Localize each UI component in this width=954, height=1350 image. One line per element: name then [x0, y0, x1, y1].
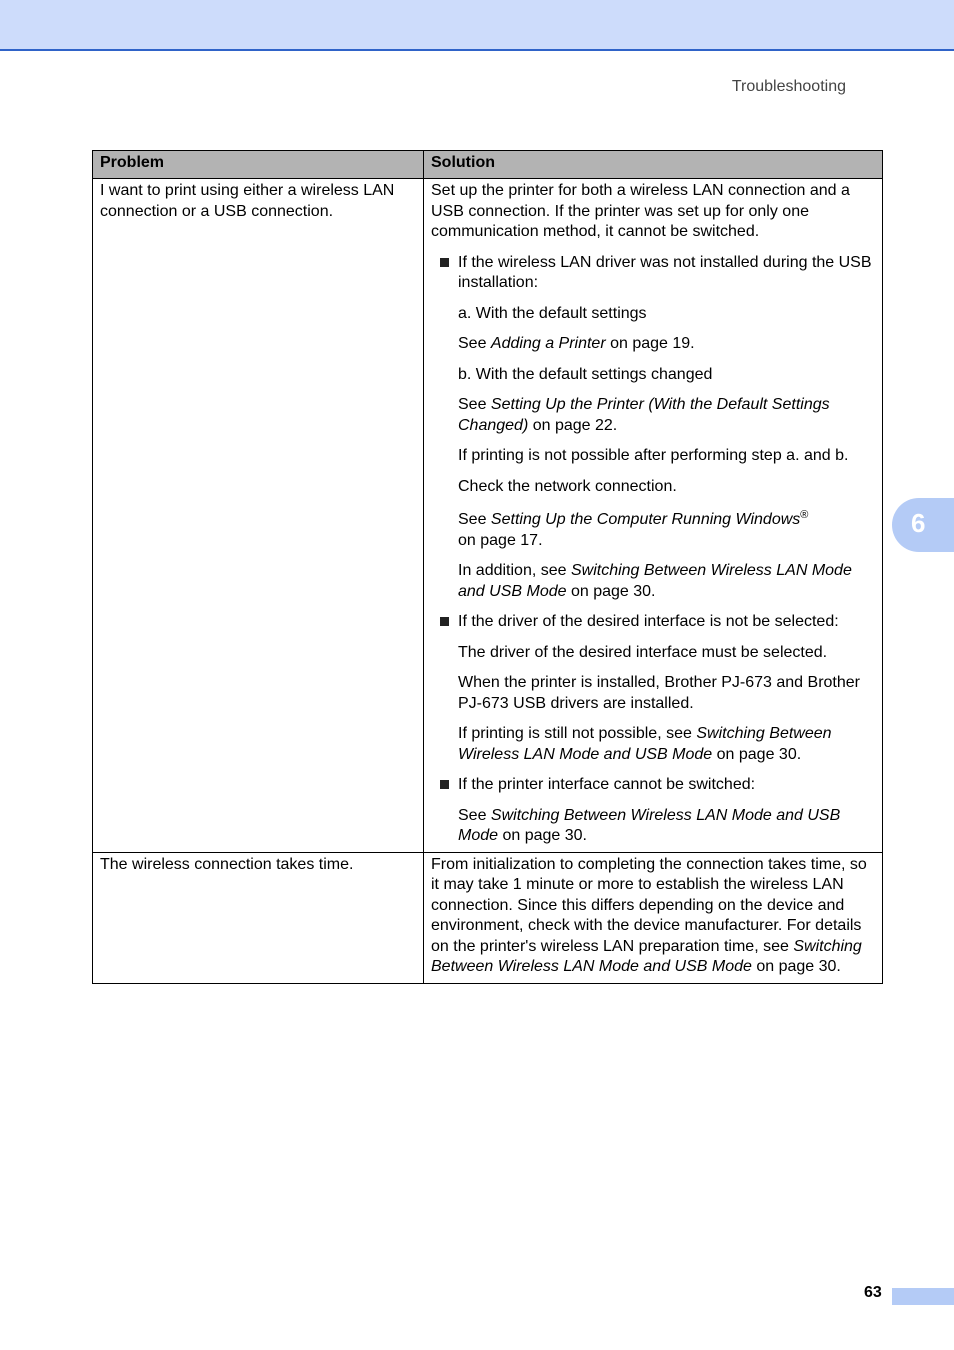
addition-line	[431, 561, 875, 602]
page-ref: on page 22.	[528, 416, 618, 434]
square-bullet-icon	[440, 780, 449, 789]
see-prefix: See	[458, 511, 491, 528]
cross-reference-link[interactable]: Setting Up the Printer (With the Default Settings Changed)	[458, 396, 830, 434]
page-ref: on page 30.	[498, 827, 587, 844]
step-b: b. With the default settings changed	[458, 365, 713, 383]
header-solution: Solution	[424, 151, 883, 179]
square-bullet-icon	[440, 617, 449, 626]
solution-cell	[424, 179, 883, 853]
problem-cell	[93, 852, 424, 983]
solution-cell	[424, 852, 883, 983]
cross-reference-link[interactable]: Switching Between Wireless LAN Mode and USB Mode	[431, 937, 862, 975]
see-line	[431, 510, 875, 551]
still-not-possible-line	[431, 724, 875, 765]
not-possible-text: If printing is not possible after performing step a. and b.	[458, 447, 849, 464]
cross-reference-link[interactable]: Switching Between Wireless LAN Mode and USB Mode	[458, 562, 852, 600]
square-bullet-icon	[440, 258, 449, 267]
bullet-text: If the driver of the desired interface is not be selected:	[458, 613, 839, 630]
bullet-item	[431, 253, 875, 294]
solution-intro: Set up the printer for both a wireless LAN connection and a USB connection. If the printer was set up for only one communication method, it cannot be switched.	[431, 182, 850, 240]
page-ref: on page 30.	[751, 958, 841, 975]
see-prefix: In addition, see	[458, 562, 571, 579]
running-head: Troubleshooting	[731, 78, 846, 95]
page-number: 63	[864, 1284, 882, 1301]
page-ref: on page 19.	[605, 335, 695, 352]
chapter-tab[interactable]	[892, 498, 954, 552]
page-ref: on page 30.	[566, 582, 656, 600]
table-row	[93, 179, 883, 853]
cross-reference-link[interactable]: Adding a Printer	[490, 335, 606, 352]
bullet-item	[431, 612, 875, 633]
driver-select-text: The driver of the desired interface must be selected.	[458, 643, 828, 661]
chapter-number: 6	[911, 508, 926, 538]
cross-reference-link[interactable]: Setting Up the Computer Running Windows	[490, 511, 801, 528]
table-header-row	[93, 151, 883, 179]
page-ref: on page 17.	[458, 531, 543, 549]
check-network-text: Check the network connection.	[458, 477, 677, 495]
see-line	[431, 806, 875, 847]
page-ref: on page 30.	[712, 745, 802, 763]
header-problem: Problem	[93, 151, 424, 179]
see-prefix: See	[458, 806, 491, 824]
see-prefix: See	[458, 396, 491, 413]
problem-text: The wireless connection takes time.	[100, 855, 354, 873]
header-band	[0, 0, 954, 51]
bullet-text: If the wireless LAN driver was not installed during the USB installation:	[458, 253, 872, 291]
problem-text: I want to print using either a wireless LAN connection or a USB connection.	[100, 182, 395, 220]
troubleshooting-table	[92, 150, 883, 984]
see-prefix: See	[458, 335, 491, 352]
cross-reference-link[interactable]: Switching Between Wireless LAN Mode and USB Mode	[458, 806, 841, 844]
table-row	[93, 852, 883, 983]
see-prefix: If printing is still not possible, see	[458, 725, 697, 742]
page-number-bar	[892, 1288, 954, 1305]
solution-body: From initialization to completing the connection takes time, so it may take 1 minute or more to establish the wireless LAN connection. Since this differs depending on the device and environment, check with the device manufacturer. For details on the printer's wireless LAN preparation time, see	[431, 855, 867, 955]
bullet-item	[431, 775, 875, 796]
see-line	[431, 334, 875, 355]
bullet-text: If the printer interface cannot be switched:	[458, 776, 756, 793]
see-line	[431, 395, 875, 436]
cross-reference-link[interactable]: Switching Between Wireless LAN Mode and USB Mode	[458, 725, 832, 763]
solution-text	[431, 855, 875, 978]
registered-mark: ®	[800, 509, 809, 521]
step-a: a. With the default settings	[458, 304, 647, 322]
drivers-installed-text: When the printer is installed, Brother PJ-673 and Brother PJ-673 USB drivers are installed.	[458, 674, 860, 712]
problem-cell	[93, 179, 424, 853]
